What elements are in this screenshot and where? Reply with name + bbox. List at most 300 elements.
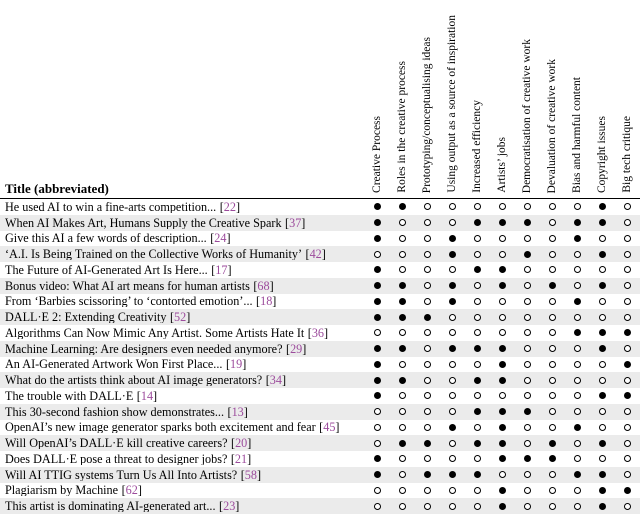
filled-dot-icon	[499, 377, 506, 384]
topic-dot-cell	[490, 235, 515, 242]
topic-dot-cell	[390, 408, 415, 415]
filled-dot-icon	[524, 219, 531, 226]
topic-dot-cell	[465, 251, 490, 258]
article-title: Will AI TTIG systems Turn Us All Into Artists?	[5, 468, 238, 481]
hollow-dot-icon	[624, 235, 631, 242]
table-row	[0, 215, 640, 231]
table-row	[0, 404, 640, 420]
hollow-dot-icon	[624, 266, 631, 273]
column-header-label: Big tech critique	[620, 116, 633, 193]
column-header-label: Increased efficiency	[470, 100, 483, 193]
topic-dot-cell	[565, 392, 590, 399]
topic-dot-cell	[515, 266, 540, 273]
topic-dot-cell	[465, 424, 490, 431]
topic-dot-cell	[415, 361, 440, 368]
hollow-dot-icon	[624, 314, 631, 321]
hollow-dot-icon	[624, 377, 631, 384]
hollow-dot-icon	[624, 471, 631, 478]
topic-dot-cell	[490, 203, 515, 210]
hollow-dot-icon	[524, 235, 531, 242]
filled-dot-icon	[549, 282, 556, 289]
article-title-cell	[0, 437, 365, 449]
hollow-dot-icon	[474, 455, 481, 462]
topic-dot-cell	[490, 392, 515, 399]
hollow-dot-icon	[449, 408, 456, 415]
citation-link[interactable]: 24	[214, 232, 227, 245]
hollow-dot-icon	[549, 392, 556, 399]
topic-dot-cell	[490, 219, 515, 226]
citation-link[interactable]: 34	[269, 374, 282, 387]
citation-bracket: ]	[247, 437, 252, 450]
topic-dot-cell	[490, 298, 515, 305]
topic-dot-cell	[440, 440, 465, 447]
article-title: From ‘Barbies scissoring’ to ‘contorted emotion’...	[5, 295, 253, 308]
hollow-dot-icon	[524, 298, 531, 305]
topic-dot-cell	[515, 314, 540, 321]
topic-dot-cell	[390, 471, 415, 478]
filled-dot-icon	[499, 361, 506, 368]
filled-dot-icon	[474, 266, 481, 273]
citation-link[interactable]: 18	[260, 295, 273, 308]
topic-dot-cell	[365, 503, 390, 510]
hollow-dot-icon	[524, 345, 531, 352]
topic-dot-cell	[465, 219, 490, 226]
topic-dot-cell	[615, 235, 640, 242]
citation-link[interactable]: 13	[231, 405, 244, 418]
table-row	[0, 262, 640, 278]
article-title: This 30-second fashion show demonstrates...	[5, 405, 225, 418]
hollow-dot-icon	[449, 329, 456, 336]
article-title: This artist is dominating AI-generated art...	[5, 500, 216, 513]
hollow-dot-icon	[524, 471, 531, 478]
citation-link[interactable]: 14	[140, 389, 154, 402]
filled-dot-icon	[374, 471, 381, 478]
topic-dot-cell	[490, 487, 515, 494]
table-row	[0, 483, 640, 499]
article-title-cell	[0, 217, 365, 229]
filled-dot-icon	[449, 251, 456, 258]
article-title: Does DALL·E pose a threat to designer jobs?	[5, 452, 228, 465]
topic-dot-cell	[615, 345, 640, 352]
topic-dot-cell	[390, 329, 415, 336]
hollow-dot-icon	[524, 361, 531, 368]
filled-dot-icon	[624, 329, 631, 336]
citation-bracket: ]	[226, 232, 231, 245]
filled-dot-icon	[499, 408, 506, 415]
filled-dot-icon	[599, 440, 606, 447]
topic-dot-cell	[390, 298, 415, 305]
filled-dot-icon	[574, 471, 581, 478]
hollow-dot-icon	[474, 329, 481, 336]
topic-dot-cell	[540, 298, 565, 305]
topic-dot-cell	[490, 471, 515, 478]
hollow-dot-icon	[449, 219, 456, 226]
topic-dot-cell	[440, 251, 465, 258]
filled-dot-icon	[374, 235, 381, 242]
topic-dot-cell	[590, 440, 615, 447]
filled-dot-icon	[499, 503, 506, 510]
topic-dot-cell	[440, 503, 465, 510]
filled-dot-icon	[374, 361, 381, 368]
topic-dot-cell	[565, 329, 590, 336]
topic-dot-cell	[465, 487, 490, 494]
filled-dot-icon	[374, 203, 381, 210]
filled-dot-icon	[524, 408, 531, 415]
topic-dot-cell	[440, 424, 465, 431]
hollow-dot-icon	[574, 314, 581, 321]
filled-dot-icon	[474, 377, 481, 384]
filled-dot-icon	[499, 282, 506, 289]
topic-dot-cell	[590, 298, 615, 305]
article-title: ‘A.I. Is Being Trained on the Collective Works of Humanity’	[5, 248, 303, 261]
topic-dot-cell	[540, 424, 565, 431]
topic-dot-cell	[515, 251, 540, 258]
topic-column-headers	[365, 0, 640, 198]
hollow-dot-icon	[424, 455, 431, 462]
article-title-cell	[0, 264, 365, 276]
topic-dot-cell	[590, 329, 615, 336]
topic-dot-cell	[365, 392, 390, 399]
topic-dot-cell	[540, 219, 565, 226]
topic-dot-cell	[565, 503, 590, 510]
citation-bracket: ]	[227, 263, 232, 276]
topic-dot-cell	[565, 251, 590, 258]
citation-link[interactable]: 23	[223, 500, 236, 513]
article-title: Plagiarism by Machine	[5, 484, 119, 497]
citation-link[interactable]: 37	[289, 216, 302, 229]
article-title: Give this AI a few words of description...	[5, 232, 207, 245]
hollow-dot-icon	[399, 392, 406, 399]
hollow-dot-icon	[574, 251, 581, 258]
citation-link[interactable]: 45	[323, 421, 336, 434]
topic-dot-cell	[440, 361, 465, 368]
filled-dot-icon	[574, 235, 581, 242]
hollow-dot-icon	[449, 455, 456, 462]
hollow-dot-icon	[549, 503, 556, 510]
citation-bracket: ]	[272, 295, 277, 308]
filled-dot-icon	[474, 408, 481, 415]
topic-dot-cell	[540, 314, 565, 321]
citation-link[interactable]: 21	[234, 452, 248, 465]
hollow-dot-icon	[549, 408, 556, 415]
citation-bracket: [	[136, 389, 141, 402]
topic-dot-cell	[590, 282, 615, 289]
topic-dot-cell	[365, 219, 390, 226]
topic-dot-cell	[565, 455, 590, 462]
hollow-dot-icon	[624, 345, 631, 352]
hollow-dot-icon	[599, 455, 606, 462]
topic-dot-cell	[415, 408, 440, 415]
table-row	[0, 420, 640, 436]
topic-dot-cell	[365, 487, 390, 494]
filled-dot-icon	[374, 314, 381, 321]
topic-dot-cell	[390, 392, 415, 399]
hollow-dot-icon	[549, 471, 556, 478]
topic-dot-cell	[390, 219, 415, 226]
filled-dot-icon	[599, 203, 606, 210]
column-header-label: Creative Process	[370, 116, 383, 193]
topic-dot-cell	[540, 392, 565, 399]
column-header-label: Copyright issues	[595, 116, 608, 193]
filled-dot-icon	[374, 455, 381, 462]
topic-dot-cell	[365, 440, 390, 447]
hollow-dot-icon	[449, 377, 456, 384]
topic-dot-cell	[490, 345, 515, 352]
topic-dot-cell	[590, 203, 615, 210]
topic-dot-cell	[615, 219, 640, 226]
article-title-cell	[0, 201, 365, 213]
topic-dot-cell	[540, 345, 565, 352]
citation-bracket: [	[210, 232, 215, 245]
citation-link[interactable]: 62	[125, 484, 138, 497]
topic-dot-cell	[415, 203, 440, 210]
topic-dot-cell	[615, 440, 640, 447]
filled-dot-icon	[374, 392, 381, 399]
topic-dot-cell	[365, 266, 390, 273]
topic-dot-cell	[490, 251, 515, 258]
hollow-dot-icon	[574, 487, 581, 494]
hollow-dot-icon	[474, 392, 481, 399]
topic-dot-cell	[365, 282, 390, 289]
filled-dot-icon	[599, 329, 606, 336]
column-header	[415, 0, 440, 198]
topic-dot-cell	[490, 314, 515, 321]
hollow-dot-icon	[474, 282, 481, 289]
hollow-dot-icon	[424, 503, 431, 510]
hollow-dot-icon	[549, 487, 556, 494]
topic-dot-cell	[540, 471, 565, 478]
topic-dot-cell	[440, 487, 465, 494]
table-row	[0, 388, 640, 404]
topic-dot-cell	[615, 251, 640, 258]
topic-dot-cell	[440, 377, 465, 384]
citation-bracket: ]	[137, 484, 142, 497]
topic-dot-cell	[515, 203, 540, 210]
citation-bracket: [	[169, 311, 175, 324]
topic-dot-cell	[515, 503, 540, 510]
citation-bracket: [	[227, 405, 232, 418]
citation-link[interactable]: 20	[235, 437, 248, 450]
citation-link[interactable]: 19	[230, 358, 243, 371]
hollow-dot-icon	[399, 424, 406, 431]
hollow-dot-icon	[424, 424, 431, 431]
filled-dot-icon	[624, 361, 631, 368]
hollow-dot-icon	[574, 455, 581, 462]
citation-link[interactable]: 52	[174, 311, 187, 324]
citation-bracket: ]	[301, 216, 306, 229]
hollow-dot-icon	[599, 235, 606, 242]
topic-dot-cell	[615, 503, 640, 510]
hollow-dot-icon	[524, 282, 531, 289]
hollow-dot-icon	[574, 408, 581, 415]
column-header	[540, 0, 565, 198]
hollow-dot-icon	[399, 251, 406, 258]
hollow-dot-icon	[499, 298, 506, 305]
filled-dot-icon	[599, 345, 606, 352]
topic-dot-cell	[515, 487, 540, 494]
hollow-dot-icon	[474, 235, 481, 242]
filled-dot-icon	[499, 266, 506, 273]
topic-dot-cell	[490, 329, 515, 336]
citation-link[interactable]: 17	[215, 263, 228, 276]
hollow-dot-icon	[624, 203, 631, 210]
topic-dot-cell	[440, 235, 465, 242]
hollow-dot-icon	[549, 314, 556, 321]
hollow-dot-icon	[424, 377, 431, 384]
topic-dot-cell	[565, 440, 590, 447]
hollow-dot-icon	[374, 424, 381, 431]
article-title: The trouble with DALL·E	[5, 389, 134, 402]
column-header-label: Artists’ jobs	[495, 137, 508, 193]
hollow-dot-icon	[449, 487, 456, 494]
topic-dot-cell	[365, 471, 390, 478]
topic-dot-cell	[440, 408, 465, 415]
hollow-dot-icon	[524, 329, 531, 336]
topic-dot-cell	[590, 455, 615, 462]
article-title-cell	[0, 453, 365, 465]
topic-dot-cell	[615, 314, 640, 321]
column-header	[465, 0, 490, 198]
topic-dot-cell	[515, 235, 540, 242]
hollow-dot-icon	[424, 251, 431, 258]
column-header-label: Democratisation of creative work	[520, 38, 533, 193]
filled-dot-icon	[499, 487, 506, 494]
hollow-dot-icon	[524, 503, 531, 510]
topic-dot-cell	[415, 282, 440, 289]
citation-link[interactable]: 58	[244, 468, 257, 481]
citation-bracket: [	[121, 484, 126, 497]
column-header	[365, 0, 390, 198]
filled-dot-icon	[449, 424, 456, 431]
topic-dot-cell	[565, 471, 590, 478]
topic-dot-cell	[490, 503, 515, 510]
table-row	[0, 341, 640, 357]
topic-dot-cell	[615, 392, 640, 399]
topic-dot-cell	[365, 251, 390, 258]
hollow-dot-icon	[374, 251, 381, 258]
topic-dot-cell	[365, 455, 390, 462]
hollow-dot-icon	[499, 203, 506, 210]
table-row	[0, 451, 640, 467]
table-row	[0, 435, 640, 451]
citation-link[interactable]: 36	[311, 326, 325, 339]
filled-dot-icon	[449, 235, 456, 242]
table-header-row	[0, 0, 640, 199]
citation-bracket: ]	[243, 405, 248, 418]
topic-dot-cell	[590, 424, 615, 431]
topic-dot-cell	[490, 408, 515, 415]
topic-dot-cell	[465, 440, 490, 447]
column-header	[515, 0, 540, 198]
citation-link[interactable]: 68	[257, 279, 270, 292]
column-header	[490, 0, 515, 198]
topic-dot-cell	[540, 235, 565, 242]
topic-dot-cell	[440, 345, 465, 352]
topic-dot-cell	[540, 377, 565, 384]
topic-dot-cell	[615, 203, 640, 210]
hollow-dot-icon	[499, 235, 506, 242]
hollow-dot-icon	[549, 219, 556, 226]
topic-dot-cell	[565, 408, 590, 415]
topic-dot-cell	[390, 487, 415, 494]
article-title-cell	[0, 280, 365, 292]
topic-dot-cell	[515, 471, 540, 478]
hollow-dot-icon	[624, 503, 631, 510]
filled-dot-icon	[449, 282, 456, 289]
hollow-dot-icon	[424, 392, 431, 399]
hollow-dot-icon	[424, 203, 431, 210]
topic-dot-cell	[565, 282, 590, 289]
hollow-dot-icon	[549, 203, 556, 210]
title-column-header: Title (abbreviated)	[5, 180, 109, 196]
filled-dot-icon	[424, 471, 431, 478]
topic-dot-cell	[440, 314, 465, 321]
topic-dot-cell	[590, 266, 615, 273]
table-row	[0, 309, 640, 325]
hollow-dot-icon	[399, 219, 406, 226]
citation-link[interactable]: 42	[309, 248, 322, 261]
topic-dot-cell	[490, 266, 515, 273]
topic-dot-cell	[390, 455, 415, 462]
filled-dot-icon	[599, 487, 606, 494]
table-row	[0, 246, 640, 262]
topic-dot-cell	[415, 235, 440, 242]
topic-dot-cell	[465, 361, 490, 368]
filled-dot-icon	[599, 219, 606, 226]
topic-dot-cell	[490, 361, 515, 368]
topic-dot-cell	[365, 377, 390, 384]
topic-dot-cell	[590, 219, 615, 226]
topic-dot-cell	[565, 266, 590, 273]
topic-dot-cell	[365, 203, 390, 210]
filled-dot-icon	[599, 282, 606, 289]
topic-dot-cell	[440, 219, 465, 226]
filled-dot-icon	[374, 282, 381, 289]
topic-dot-cell	[565, 235, 590, 242]
filled-dot-icon	[599, 392, 606, 399]
topic-dot-cell	[465, 235, 490, 242]
filled-dot-icon	[399, 377, 406, 384]
topic-dot-cell	[465, 503, 490, 510]
hollow-dot-icon	[449, 203, 456, 210]
filled-dot-icon	[399, 314, 406, 321]
citation-link[interactable]: 22	[223, 200, 236, 213]
topic-dot-cell	[465, 203, 490, 210]
citation-link[interactable]: 29	[290, 342, 303, 355]
citation-bracket: [	[225, 358, 231, 371]
topic-dot-cell	[515, 455, 540, 462]
topic-dot-cell	[615, 487, 640, 494]
citation-bracket: [	[256, 295, 261, 308]
topic-dot-cell	[415, 219, 440, 226]
topic-dot-cell	[615, 329, 640, 336]
hollow-dot-icon	[624, 440, 631, 447]
hollow-dot-icon	[474, 503, 481, 510]
hollow-dot-icon	[499, 392, 506, 399]
topic-dot-cell	[565, 487, 590, 494]
citation-bracket: ]	[324, 326, 329, 339]
hollow-dot-icon	[549, 377, 556, 384]
topic-dot-cell	[465, 392, 490, 399]
topic-dot-cell	[465, 282, 490, 289]
topic-dot-cell	[465, 345, 490, 352]
topic-dot-cell	[590, 235, 615, 242]
topic-dot-cell	[440, 203, 465, 210]
topic-dot-cell	[515, 392, 540, 399]
hollow-dot-icon	[624, 455, 631, 462]
hollow-dot-icon	[399, 503, 406, 510]
topic-dot-cell	[615, 471, 640, 478]
